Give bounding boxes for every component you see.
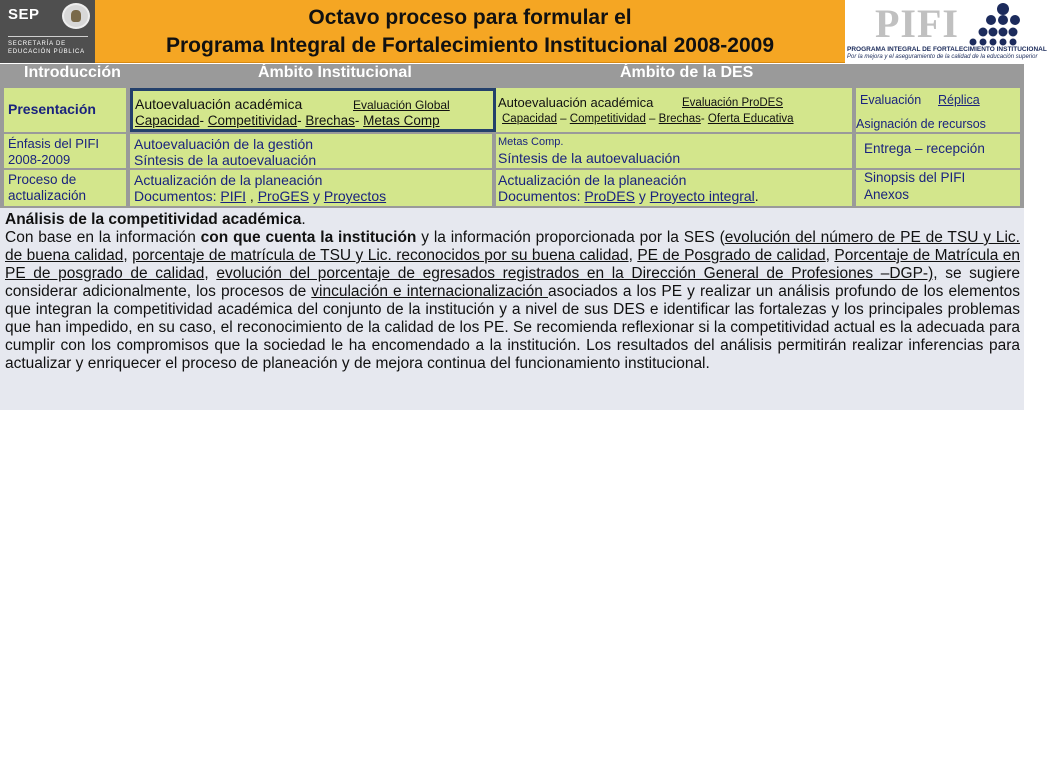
link-sinopsis-pifi[interactable]: Sinopsis del PIFI (864, 170, 966, 185)
link-anexos[interactable]: Anexos (864, 187, 910, 202)
cell-actualizacion-des (496, 170, 852, 206)
pifi-logo (845, 0, 1047, 63)
link-doc-proges[interactable]: ProGES (257, 188, 310, 204)
sep-subtitle-line1: SECRETARÍA DE (8, 41, 66, 47)
label-autoevaluacion-academica-des: Autoevaluación académica (498, 95, 654, 110)
page-title-line1: Octavo proceso para formular el (308, 6, 632, 29)
link-doc-pifi[interactable]: PIFI (220, 188, 247, 204)
content-text-5: , (825, 247, 835, 264)
content-text-4: , (628, 247, 638, 264)
content-bold-phrase: con que cuenta la institución (200, 229, 417, 246)
link-actualizacion-planeacion[interactable]: Actualización de la planeación (134, 172, 323, 188)
pifi-logo-word: PIFI (875, 1, 959, 46)
link-doc-prodes[interactable]: ProDES (584, 188, 635, 204)
content-link-porcentaje-matricula[interactable]: porcentaje de matrícula de TSU y Lic. reconocidos por su buena calidad (132, 247, 629, 264)
docs-des-conjunction: y (638, 188, 646, 204)
page-title-line2: Programa Integral de Fortalecimiento Institucional 2008-2009 (165, 34, 775, 57)
cell-entrega (856, 134, 1020, 168)
content-text-7: se sugiere considerar adicionalmente, los procesos de (5, 265, 1021, 300)
link-doc-proyecto-integral[interactable]: Proyecto integral (649, 188, 755, 204)
link-evaluacion[interactable]: Evaluación (860, 93, 922, 107)
content-link-egresados-dgp[interactable]: evolución del porcentaje de egresados registrados en la Dirección General de Profesiones –DGP-), (216, 265, 938, 282)
sep-subtitle-line2: EDUCACIÓN PÚBLICA (8, 49, 85, 55)
link-actualizacion-planeacion-des[interactable]: Actualización de la planeación (498, 172, 687, 188)
tab-ambito-institucional[interactable]: Ámbito Institucional (258, 64, 412, 81)
link-sintesis-institucional[interactable]: Síntesis de la autoevaluación (134, 152, 317, 168)
docs-des: Documentos: ProDES y Proyecto integral. (498, 188, 759, 204)
link-entrega-recepcion[interactable]: Entrega – recepción (864, 141, 985, 156)
link-enfasis-line2[interactable]: 2008-2009 (8, 152, 71, 167)
content-link-evolucion-pe[interactable]: evolución del número de PE de TSU y Lic. de buena calidad (5, 229, 1020, 264)
link-enfasis-line1[interactable]: Énfasis del PIFI (8, 136, 100, 151)
section-nav (0, 64, 1024, 86)
cell-evaluacion (856, 88, 1020, 132)
cell-presentacion (4, 88, 126, 132)
cell-autoevaluacion-institucional (130, 88, 496, 132)
content-text-2: y la información proporcionada por la SES ( (416, 229, 725, 246)
content-panel (0, 208, 1024, 410)
tab-introduccion[interactable]: Introducción (24, 64, 121, 81)
link-autoevaluacion-gestion[interactable]: Autoevaluación de la gestión (134, 136, 314, 152)
cell-proceso (4, 170, 126, 206)
content-text-6: , (204, 265, 217, 282)
link-evaluacion-global[interactable]: Evaluación Global (353, 98, 450, 112)
tab-ambito-des[interactable]: Ámbito de la DES (620, 64, 754, 81)
label-autoevaluacion-academica: Autoevaluación académica (135, 96, 303, 112)
link-competitividad-des[interactable]: Competitividad (569, 113, 646, 125)
aa-inst-links: Capacidad- Competitividad- Brechas- Metas Comp (135, 113, 440, 128)
link-oferta-educativa[interactable]: Oferta Educativa (707, 113, 794, 125)
link-competitividad[interactable]: Competitividad (207, 113, 298, 128)
link-capacidad[interactable]: Capacidad (135, 113, 200, 128)
aa-des-links: Capacidad – Competitividad – Brechas- Oferta Educativa (502, 113, 794, 125)
link-brechas[interactable]: Brechas (305, 113, 355, 128)
sep-logo-subtitle (8, 40, 85, 56)
content-text-8: asociados a los PE y realizar un análisis profundo de los elementos que integran la competitividad académica del conjunto de la institución y a nivel de sus DES e identificar las fortalezas y los principales problemas que han impedido, en su caso, el reconocimiento de la calidad de los PE. Se recomienda reflexionar si la competitividad actual es la adecuada para cumplir con los compromisos que la sociedad le ha encomendado a la institución. Los resultados del análisis permitirán realizar inferencias para actualizar y enriquecer el proceso de planeación y de mejora continua del funcionamiento institucional. (5, 283, 1020, 372)
link-doc-proyectos[interactable]: Proyectos (323, 188, 387, 204)
content-heading: Análisis de la competitividad académica (5, 211, 302, 228)
link-evaluacion-prodes[interactable]: Evaluación ProDES (682, 97, 783, 109)
mexico-seal-icon (62, 3, 90, 29)
cell-actualizacion-institucional (130, 170, 492, 206)
content-text-1: Con base en la información (5, 229, 201, 246)
navigation-grid (0, 86, 1024, 208)
cell-enfasis (4, 134, 126, 168)
content-body: Análisis de la competitividad académica. Con base en la información con que cuenta la institución y la información proporcionada por la SES (evolución del número de PE de TSU y Lic. de buena calidad, porcentaje de matrícula de TSU y Lic. reconocidos por su buena calidad, PE de Posgrado de calidad, Porcentaje de Matrícula en PE de posgrado de calidad, evolución del porcentaje de egresados registrados en la Dirección General de Profesiones –DGP-), se sugiere considerar adicionalmente, los procesos de vinculación e internacionalización asociados a los PE y realizar un análisis profundo de los elementos que integran la competitividad académica del conjunto de la institución y a nivel de sus DES e identificar las fortalezas y los principales problemas que han impedido, en su caso, el reconocimiento de la calidad de los PE. Se recomienda reflexionar si la competitividad actual es la adecuada para cumplir con los compromisos que la sociedad le ha encomendado a la institución. Los resultados del análisis permitirán realizar inferencias para actualizar y enriquecer el proceso de planeación y de mejora continua del funcionamiento institucional. (5, 211, 1021, 372)
content-text-3: , (123, 247, 133, 264)
link-proceso-line1[interactable]: Proceso de (8, 172, 77, 187)
cell-gestion (130, 134, 492, 168)
logo-divider (8, 36, 88, 37)
cell-metas-des (496, 134, 852, 168)
pifi-logo-tagline: Por la mejora y el aseguramiento de la calidad de la educación superior (847, 54, 1038, 60)
docs-institucionales: Documentos: PIFI , ProGES y Proyectos (134, 188, 387, 204)
content-link-vinculacion[interactable]: vinculación e internacionalización (311, 283, 548, 300)
cell-sinopsis (856, 170, 1020, 206)
link-presentacion[interactable]: Presentación (8, 101, 96, 117)
pifi-logo-subtitle: PROGRAMA INTEGRAL DE FORTALECIMIENTO INSTITUCIONAL (847, 46, 1047, 53)
pifi-dots-icon (963, 2, 1023, 46)
link-metas-comp[interactable]: Metas Comp (363, 113, 440, 128)
link-proceso-line2[interactable]: actualización (8, 188, 87, 203)
link-capacidad-des[interactable]: Capacidad (502, 113, 557, 125)
sep-logo-word: SEP (8, 6, 40, 23)
content-link-matricula-posgrado[interactable]: Porcentaje de Matrícula en PE de posgrado de calidad (5, 247, 1021, 282)
title-banner (95, 0, 845, 63)
content-link-pe-posgrado[interactable]: PE de Posgrado de calidad (637, 247, 826, 264)
cell-autoevaluacion-des (496, 88, 852, 132)
docs-label: Documentos: (134, 188, 217, 204)
link-replica[interactable]: Réplica (938, 93, 980, 107)
docs-conjunction: y (312, 188, 320, 204)
sep-logo (0, 0, 95, 63)
link-sintesis-des[interactable]: Síntesis de la autoevaluación (498, 150, 681, 166)
link-metas-comp-des[interactable]: Metas Comp. (498, 136, 564, 148)
docs-des-label: Documentos: (498, 188, 581, 204)
link-brechas-des[interactable]: Brechas (658, 113, 701, 125)
link-asignacion-recursos[interactable]: Asignación de recursos (856, 117, 986, 131)
